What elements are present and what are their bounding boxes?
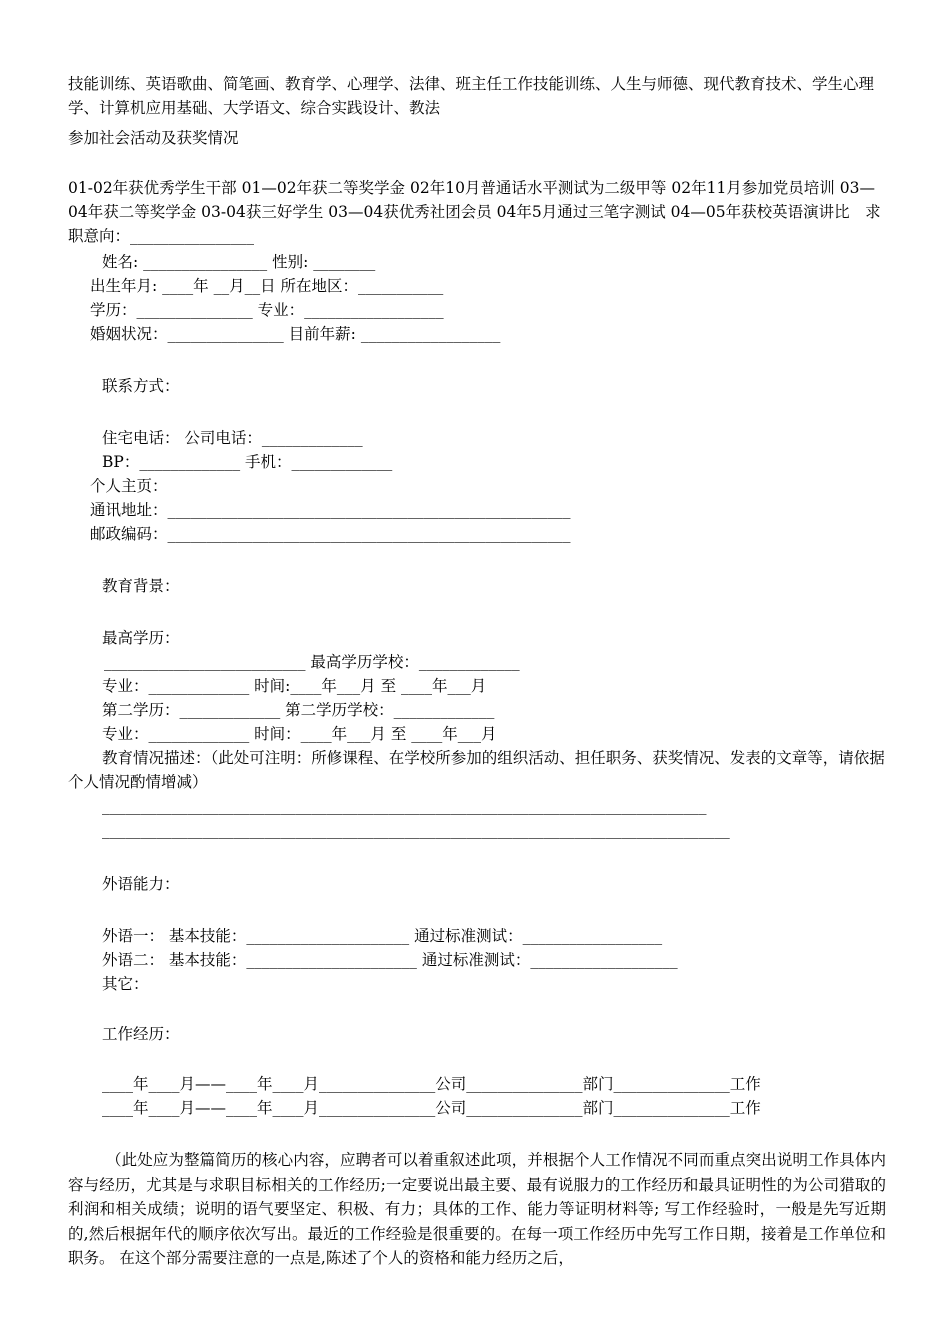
degree-major-field: 学历：_______________ 专业：__________________ [90,301,444,319]
birth-region-field: 出生年月: ____年 __月__日 所在地区：___________ [90,277,444,295]
work-guidance-note: （此处应为整篇简历的核心内容，应聘者可以着重叙述此项，并根据个人工作情况不同而重点突出说明工作具体内容与经历，尤其是与求职目标相关的工作经历;一定要说出最主要、最有说服力的工作经历和最具证明性的为公司猎取的利润和相关成绩；说明的语气要坚定、积极、有力；具体的工作、能力等证明材料等; 写工作经验时，一般是先写近期的,然后根据年代的顺序依次写出。最近的工作经验是很重要的。在每一项工作经历中先写工作日期，接着是工作单位和职务。 在这个部分需要注意的一点是,陈述了个人的资格和能力经历之后， [68,1151,886,1267]
homepage-field: 个人主页： [90,477,168,495]
name-gender-field: 姓名: ________________ 性别: ________ [102,253,376,271]
work-heading: 工作经历： [102,1025,180,1043]
postcode-field: 邮政编码：____________________________________________________ [90,525,571,543]
work-row: ____年____月——____年____月_______________公司_______________部门_______________工作 [102,1099,761,1117]
language1-field: 外语一： 基本技能：_____________________ 通过标准测试：__________________ [102,927,663,945]
language2-field: 外语二： 基本技能：______________________ 通过标准测试：___________________ [102,951,678,969]
highest-school-field: __________________________ 最高学历学校：_____________ [104,653,520,671]
education-blank-line: ______________________________________________________________________________ [102,797,707,815]
courses-line: 技能训练、英语歌曲、简笔画、教育学、心理学、法律、班主任工作技能训练、人生与师德、现代教育技术、学生心理学、计算机应用基础、大学语文、综合实践设计、教法 [68,75,875,117]
major1-field: 专业：_____________ 时间:____年___月 至 ____年___月 [102,677,487,695]
highest-degree-label: 最高学历： [102,629,180,647]
language-other-field: 其它： [102,975,149,993]
awards-heading: 参加社会活动及获奖情况 [68,129,239,147]
education-heading: 教育背景： [102,577,180,595]
awards-text: 01-02年获优秀学生干部 01—02年获二等奖学金 02年10月普通话水平测试为二级甲等 02年11月参加党员培训 03—04年获二等奖学金 03-04获三好学生 03—04获优秀社团会员 04年5月通过三笔字测试 04—05年获校英语演讲比 求职意向：________________ [68,179,881,245]
education-description: 教育情况描述：（此处可注明：所修课程、在学校所参加的组织活动、担任职务、获奖情况、发表的文章等，请依据个人情况酌情增减） [68,749,885,791]
work-row: ____年____月——____年____月_______________公司_______________部门_______________工作 [102,1075,761,1093]
bp-mobile-field: BP：_____________ 手机：_____________ [102,453,393,471]
major2-field: 专业：_____________ 时间：____年___月 至 ____年___月 [102,725,497,743]
contact-heading: 联系方式： [102,377,180,395]
marital-salary-field: 婚姻状况：_______________ 目前年薪: __________________ [90,325,501,343]
phone-field: 住宅电话： 公司电话：_____________ [102,429,363,447]
address-field: 通讯地址：____________________________________________________ [90,501,571,519]
education-blank-line: _________________________________________________________________________________ [102,821,730,839]
language-heading: 外语能力： [102,875,180,893]
second-degree-field: 第二学历：_____________ 第二学历学校：_____________ [102,701,495,719]
